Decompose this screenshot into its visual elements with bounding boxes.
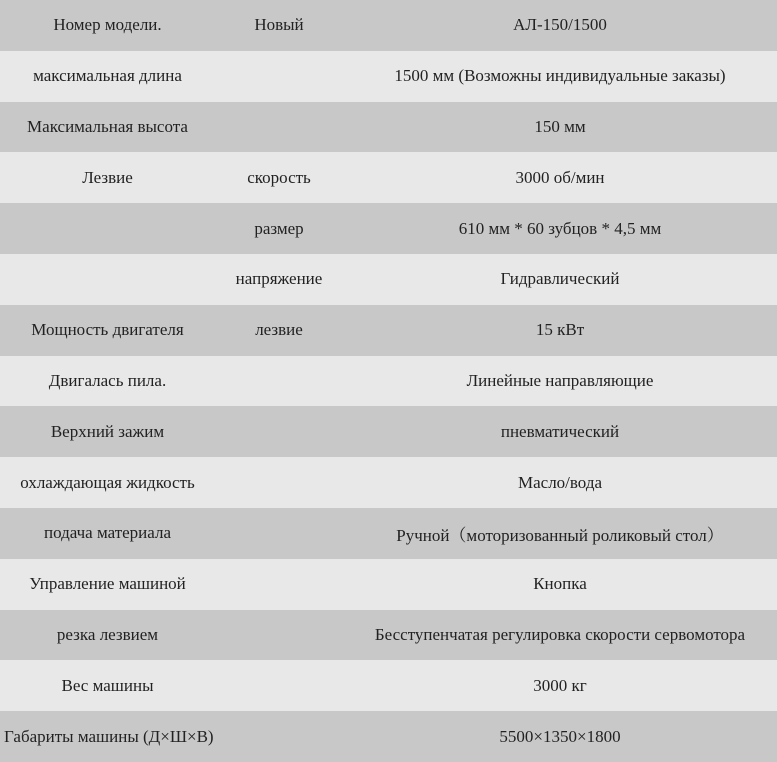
spec-sublabel <box>215 356 343 407</box>
spec-value: 3000 кг <box>343 660 777 711</box>
spec-label: Номер модели. <box>0 0 215 51</box>
spec-value: 5500×1350×1800 <box>343 711 777 762</box>
table-row <box>0 152 777 203</box>
spec-value: 150 мм <box>343 102 777 153</box>
table-row <box>0 51 777 102</box>
spec-sublabel <box>215 711 343 762</box>
spec-sublabel <box>215 51 343 102</box>
spec-sublabel <box>215 102 343 153</box>
table-row <box>0 508 777 559</box>
spec-label: Вес машины <box>0 660 215 711</box>
spec-label: максимальная длина <box>0 51 215 102</box>
spec-value: пневматический <box>343 406 777 457</box>
spec-value: Бесступенчатая регулировка скорости сервомотора <box>343 610 777 661</box>
table-row <box>0 711 777 762</box>
spec-label: охлаждающая жидкость <box>0 457 215 508</box>
spec-label: Максимальная высота <box>0 102 215 153</box>
spec-value: 15 кВт <box>343 305 777 356</box>
spec-sublabel <box>215 559 343 610</box>
spec-label: резка лезвием <box>0 610 215 661</box>
table-row <box>0 559 777 610</box>
table-row <box>0 305 777 356</box>
spec-value: АЛ-150/1500 <box>343 0 777 51</box>
table-row <box>0 0 777 51</box>
spec-label <box>0 254 215 305</box>
table-row <box>0 356 777 407</box>
spec-value: 610 мм * 60 зубцов * 4,5 мм <box>343 203 777 254</box>
spec-sublabel <box>215 610 343 661</box>
spec-sublabel <box>215 457 343 508</box>
spec-sublabel: скорость <box>215 152 343 203</box>
spec-label: Лезвие <box>0 152 215 203</box>
table-row <box>0 254 777 305</box>
spec-value: Масло/вода <box>343 457 777 508</box>
spec-label: подача материала <box>0 508 215 559</box>
spec-label: Двигалась пила. <box>0 356 215 407</box>
spec-label <box>0 203 215 254</box>
spec-label: Мощность двигателя <box>0 305 215 356</box>
spec-sublabel: напряжение <box>215 254 343 305</box>
spec-value: Кнопка <box>343 559 777 610</box>
table-row <box>0 203 777 254</box>
spec-sublabel: размер <box>215 203 343 254</box>
spec-value: Ручной（моторизованный роликовый стол） <box>343 508 777 559</box>
table-row <box>0 406 777 457</box>
table-row <box>0 102 777 153</box>
spec-label: Верхний зажим <box>0 406 215 457</box>
spec-value: Гидравлический <box>343 254 777 305</box>
table-row <box>0 660 777 711</box>
spec-sublabel <box>215 660 343 711</box>
spec-value: Линейные направляющие <box>343 356 777 407</box>
spec-sublabel: Новый <box>215 0 343 51</box>
table-row <box>0 610 777 661</box>
spec-sublabel <box>215 406 343 457</box>
spec-value: 1500 мм (Возможны индивидуальные заказы) <box>343 51 777 102</box>
spec-sublabel <box>215 508 343 559</box>
spec-sublabel: лезвие <box>215 305 343 356</box>
spec-value: 3000 об/мин <box>343 152 777 203</box>
table-row <box>0 457 777 508</box>
spec-label: Управление машиной <box>0 559 215 610</box>
spec-label: Габариты машины (Д×Ш×В) <box>0 711 215 762</box>
